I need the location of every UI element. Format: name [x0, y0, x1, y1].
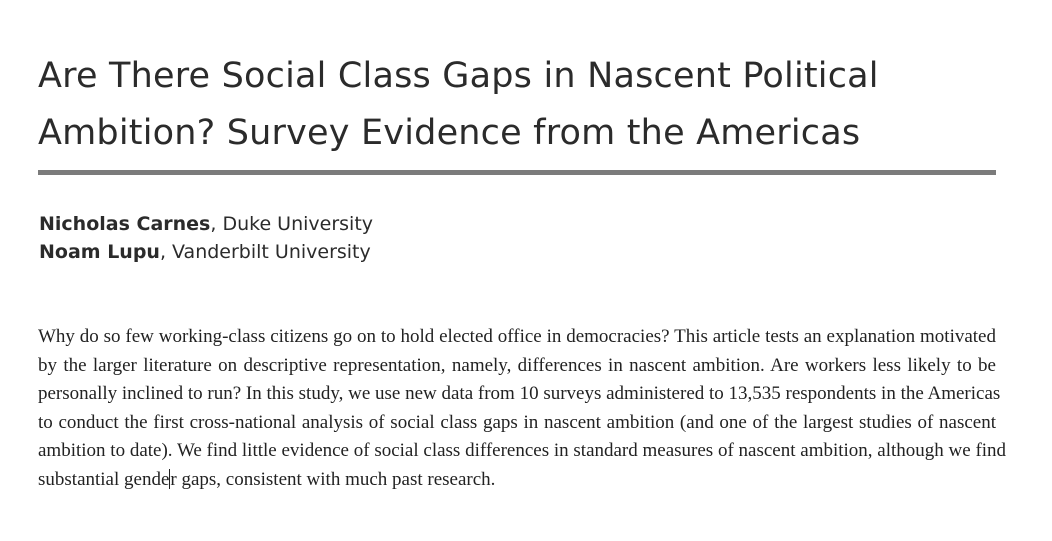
title-line: Ambition? Survey Evidence from the Americas [38, 113, 861, 153]
author-entry [39, 238, 373, 266]
abstract-text[interactable] [38, 323, 1007, 494]
author-entry [39, 210, 373, 238]
paper-title [38, 48, 1018, 162]
abstract-line: by the larger literature on descriptive representation, namely, differences in nascent ambition. Are workers less likely to be [38, 354, 996, 376]
title-divider [38, 170, 996, 175]
abstract-line: Why do so few working-class citizens go on to hold elected office in democracies? This article tests an explanation motivated [38, 326, 996, 347]
author-affiliation: , Vanderbilt University [159, 241, 371, 263]
abstract-line: to conduct the first cross-national analysis of social class gaps in nascent ambition (and one of the largest studies of nascent [38, 411, 996, 433]
abstract-line: personally inclined to run? In this study, we use new data from 10 surveys administered to 13,535 respondents in the Americas [38, 383, 1001, 404]
abstract-text-before-caret: substantial gende [38, 468, 170, 490]
abstract-line-last [38, 466, 996, 495]
abstract-text-after-caret: r gaps, consistent with much past research. [170, 468, 496, 490]
author-affiliation: , Duke University [210, 213, 374, 235]
author-name: Noam Lupu [39, 241, 160, 263]
title-line: Are There Social Class Gaps in Nascent Political [38, 56, 879, 96]
author-name: Nicholas Carnes [39, 213, 211, 235]
abstract-line: ambition to date). We find little evidence of social class differences in standard measures of nascent ambition, although we find [38, 440, 1007, 461]
author-list [39, 210, 373, 266]
